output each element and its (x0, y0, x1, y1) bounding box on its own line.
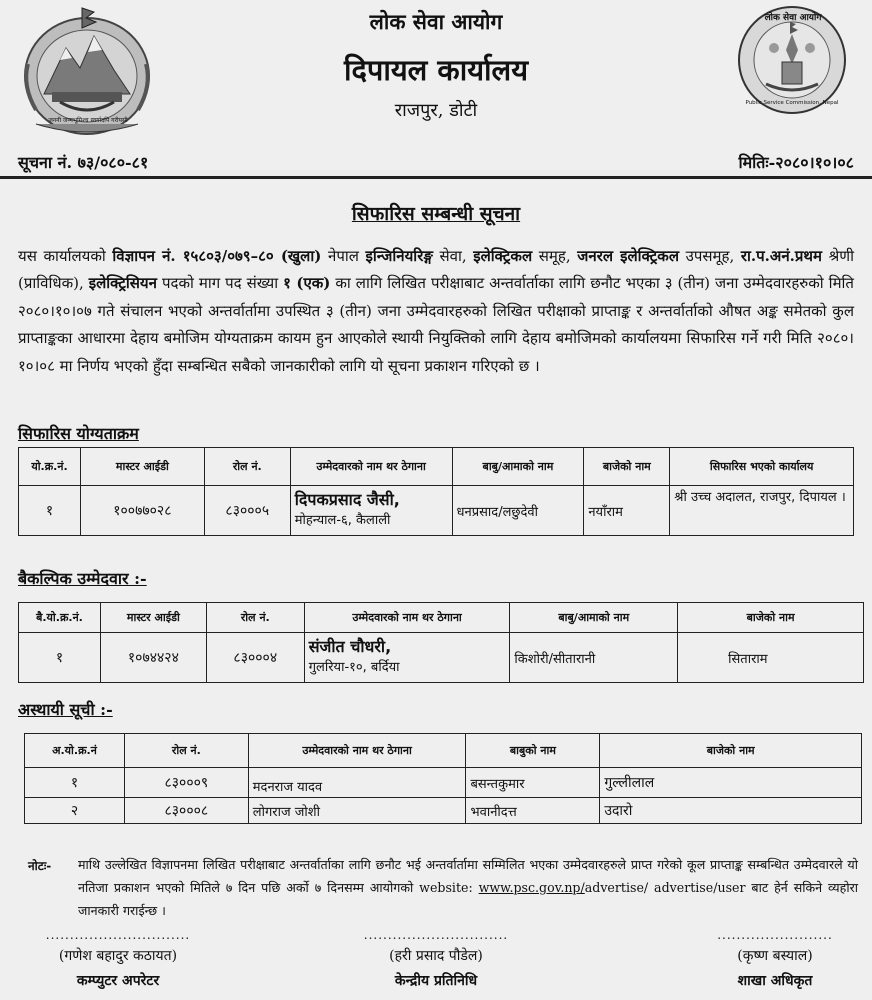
col-header: सिफारिस भएको कार्यालय (670, 448, 854, 486)
table-header-row (19, 448, 854, 486)
temporary-table (24, 733, 862, 824)
signatory-title: शाखा अधिकृत (737, 973, 813, 989)
note-label: नोटः- (28, 859, 52, 873)
notice-number: सूचना नं. ७३/०८०-८१ (18, 153, 149, 172)
note-text: माथि उल्लेखित विज्ञापनमा लिखित परीक्षाबाट अन्तर्वार्ताका लागि छनौट भई अन्तर्वार्तामा सम्मिलित भएका उम्मेदवारहरुले प्राप्त गरेको कूल प्राप्ताङ्क सम्बन्धित उम्मेदवारले यो नतिजा प्रकाशन भएको मितिले ७ दिन पछि अर्को ७ दिनसम्म आयोगको website: www.psc.gov.np/advertise/ advertise/user बाट हेर्न सकिने व्यहोरा जानकारी गराईन्छ । (78, 857, 859, 918)
table-header-row: बै.यो.क्र.नं. मास्टर आईडी रोल नं. उम्मेदवारको नाम थर ठेगाना बाबु/आमाको नाम बाजेको नाम (19, 603, 864, 633)
recommended-table (18, 447, 854, 536)
seal-top-text: लोक सेवा आयोग (764, 13, 822, 23)
table-row: २ ८३०००८ लोगराज जोशी भवानीदत्त उदारो (25, 798, 862, 824)
col-header: यो.क्र.नं. (19, 448, 81, 486)
col-header: रोल नं. (204, 448, 290, 486)
signature-block: .............................. (हरी प्रसाद पौडेल) केन्द्रीय प्रतिनिधि (336, 928, 536, 990)
signatory-title: कम्प्युटर अपरेटर (76, 973, 160, 989)
signature-block: ........................ (कृष्ण बस्याल) शाखा अधिकृत (690, 928, 860, 990)
header-divider (0, 176, 872, 179)
signature-block: .............................. (गणेश बहादुर कठायत) कम्प्युटर अपरेटर (18, 928, 218, 990)
col-header: उम्मेदवारको नाम थर ठेगाना (290, 448, 452, 486)
col-header: बाबु/आमाको नाम (452, 448, 584, 486)
alternate-heading: बैकल्पिक उम्मेदवार :- (18, 569, 147, 588)
notice-paragraph: यस कार्यालयको विज्ञापन नं. १५८०३/०७९–८० (खुला) नेपाल इन्जिनियरिङ्ग सेवा, इलेक्ट्रिकल समूह, जनरल इलेक्ट्रिकल उपसमूह, रा.प.अनं.प्रथम श्रेणी (प्राविधिक), इलेक्ट्रिसियन पदको माग पद संख्या १ (एक) का लागि लिखित परीक्षाबाट अन्तर्वार्ताका लागि छनौट भएका ३ (तीन) जना उम्मेदवारहरुको मिति २०८०।१०।०७ गते संचालन भएको अन्तर्वार्तामा उपस्थित ३ (तीन) जना उम्मेदवारहरुको लिखित परीक्षाको प्राप्ताङ्क र अन्तर्वार्ताको औषत अङ्क समेतको कुल प्राप्ताङ्कका आधारमा देहाय बमोजिम योग्यताक्रम कायम हुन आएकोले स्थायी नियुक्तिको लागि देहाय बमोजिमको कार्यालयमा सिफारिस गर्ने गरी मिति २०८०।१०।०८ मा निर्णय भएको हुँदा सम्बन्धित सबैको जानकारीको लागि यो सूचना प्रकाशन गरिएको छ । (18, 247, 854, 375)
table-header-row: अ.यो.क्र.नं रोल नं. उम्मेदवारको नाम थर ठेगाना बाबुको नाम बाजेको नाम (25, 734, 862, 768)
office-name: दिपायल कार्यालय (343, 53, 529, 87)
org-name: लोक सेवा आयोग (369, 9, 503, 34)
signatory-title: केन्द्रीय प्रतिनिधि (394, 973, 478, 989)
signatory-name: (कृष्ण बस्याल) (737, 948, 813, 964)
signatory-name: (गणेश बहादुर कठायत) (58, 948, 178, 964)
col-header: मास्टर आईडी (80, 448, 204, 486)
temporary-heading: अस्थायी सूची :- (18, 700, 113, 719)
emblem-motto: जननी जन्मभूमिश्च स्वर्गादपि गरीयसी (48, 117, 128, 124)
psc-website-link[interactable]: www.psc.gov.np/ (478, 880, 585, 895)
table-row: १ १००७७०२८ ८३०००५ दिपकप्रसाद जैसी, मोहन्याल-६, कैलाली धनप्रसाद/लछुदेवी नयाँराम श्री उच्च अदालत, राजपुर, दिपायल । (19, 486, 854, 536)
notice-date: मितिः-२०८०।१०।०८ (738, 153, 854, 172)
alternate-table (18, 602, 864, 683)
document-title: सिफारिस सम्बन्धी सूचना (351, 203, 521, 225)
col-header: बाजेको नाम (584, 448, 670, 486)
table-row: १ १०७४४२४ ८३०००४ संजीत चौधरी, गुलरिया-१०, बर्दिया किशोरी/सीतारानी सिताराम (19, 633, 864, 683)
recommended-heading: सिफारिस योग्यताक्रम (18, 424, 139, 443)
office-location: राजपुर, डोटी (394, 100, 478, 121)
signatory-name: (हरी प्रसाद पौडेल) (389, 948, 483, 964)
table-row: १ ८३०००९ मदनराज यादव बसन्तकुमार गुल्लीलाल (25, 768, 862, 798)
seal-side-text: Public Service Commission, Nepal (745, 100, 839, 106)
